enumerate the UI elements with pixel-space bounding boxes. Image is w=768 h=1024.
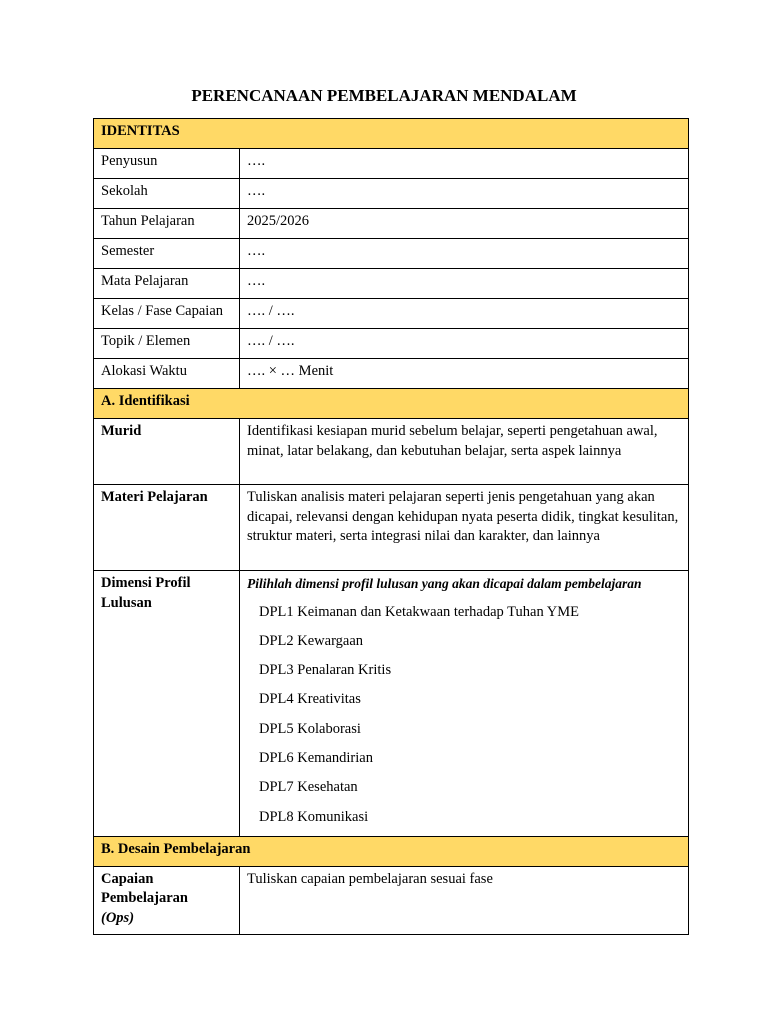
identitas-value[interactable]: …. — [240, 179, 689, 209]
section-header-identitas: IDENTITAS — [94, 119, 689, 149]
identitas-row — [94, 329, 689, 359]
dpl-item[interactable]: DPL5 Kolaborasi — [259, 720, 361, 737]
murid-text[interactable]: Identifikasi kesiapan murid sebelum belajar, seperti pengetahuan awal, minat, latar belakang, dan kebutuhan belajar, serta aspek lainnya — [240, 419, 689, 485]
identitas-value[interactable]: …. — [240, 269, 689, 299]
capaian-text[interactable]: Tuliskan capaian pembelajaran sesuai fase — [240, 866, 689, 934]
identitas-label: Mata Pelajaran — [94, 269, 240, 299]
materi-label: Materi Pelajaran — [94, 485, 240, 571]
identitas-value[interactable]: …. — [240, 239, 689, 269]
section-identifikasi — [94, 389, 689, 419]
dpl-item[interactable]: DPL8 Komunikasi — [259, 808, 369, 825]
identitas-row — [94, 179, 689, 209]
identitas-row — [94, 209, 689, 239]
dimensi-cell — [240, 571, 689, 837]
identitas-label: Alokasi Waktu — [94, 359, 240, 389]
identitas-value[interactable]: …. / …. — [240, 329, 689, 359]
dpl-item[interactable]: DPL7 Kesehatan — [259, 779, 358, 796]
identitas-label: Topik / Elemen — [94, 329, 240, 359]
identitas-value[interactable]: …. × … Menit — [240, 359, 689, 389]
identitas-label: Tahun Pelajaran — [94, 209, 240, 239]
identitas-label: Kelas / Fase Capaian — [94, 299, 240, 329]
identitas-value[interactable]: …. — [240, 149, 689, 179]
dimensi-instruction: Pilihlah dimensi profil lulusan yang akan dicapai dalam pembelajaran — [247, 576, 642, 591]
identitas-row — [94, 299, 689, 329]
materi-text[interactable]: Tuliskan analisis materi pelajaran seperti jenis pengetahuan yang akan dicapai, relevansi dengan kehidupan nyata peserta didik, tingkat kesulitan, struktur materi, serta integrasi nilai dan karakter, dan lainnya — [240, 485, 689, 571]
identitas-value[interactable]: 2025/2026 — [240, 209, 689, 239]
identitas-label: Semester — [94, 239, 240, 269]
dpl-item[interactable]: DPL3 Penalaran Kritis — [259, 662, 392, 679]
dpl-item[interactable]: DPL6 Kemandirian — [259, 749, 373, 766]
identitas-row — [94, 359, 689, 389]
page-title: PERENCANAAN PEMBELAJARAN MENDALAM — [191, 86, 577, 105]
identitas-value[interactable]: …. / …. — [240, 299, 689, 329]
identitas-row — [94, 239, 689, 269]
capaian-row — [94, 866, 689, 934]
identitas-row — [94, 269, 689, 299]
murid-label: Murid — [94, 419, 240, 485]
capaian-label-note: (Ops) — [101, 909, 135, 926]
identitas-label: Sekolah — [94, 179, 240, 209]
section-desain — [94, 836, 689, 866]
capaian-label: Capaian Pembelajaran — [101, 870, 188, 907]
dpl-item[interactable]: DPL2 Kewargaan — [259, 632, 364, 649]
section-header-desain: B. Desain Pembelajaran — [94, 836, 689, 866]
identitas-label: Penyusun — [94, 149, 240, 179]
dpl-item[interactable]: DPL4 Kreativitas — [259, 691, 361, 708]
lesson-plan-table — [93, 118, 689, 935]
section-header-identifikasi: A. Identifikasi — [94, 389, 689, 419]
dimensi-label: Dimensi Profil Lulusan — [94, 571, 240, 837]
dpl-list — [247, 598, 681, 832]
materi-row — [94, 485, 689, 571]
identitas-row — [94, 149, 689, 179]
section-identitas — [94, 119, 689, 149]
dpl-item[interactable]: DPL1 Keimanan dan Ketakwaan terhadap Tuhan YME — [259, 603, 579, 620]
dimensi-row — [94, 571, 689, 837]
murid-row — [94, 419, 689, 485]
capaian-label-cell — [94, 866, 240, 934]
